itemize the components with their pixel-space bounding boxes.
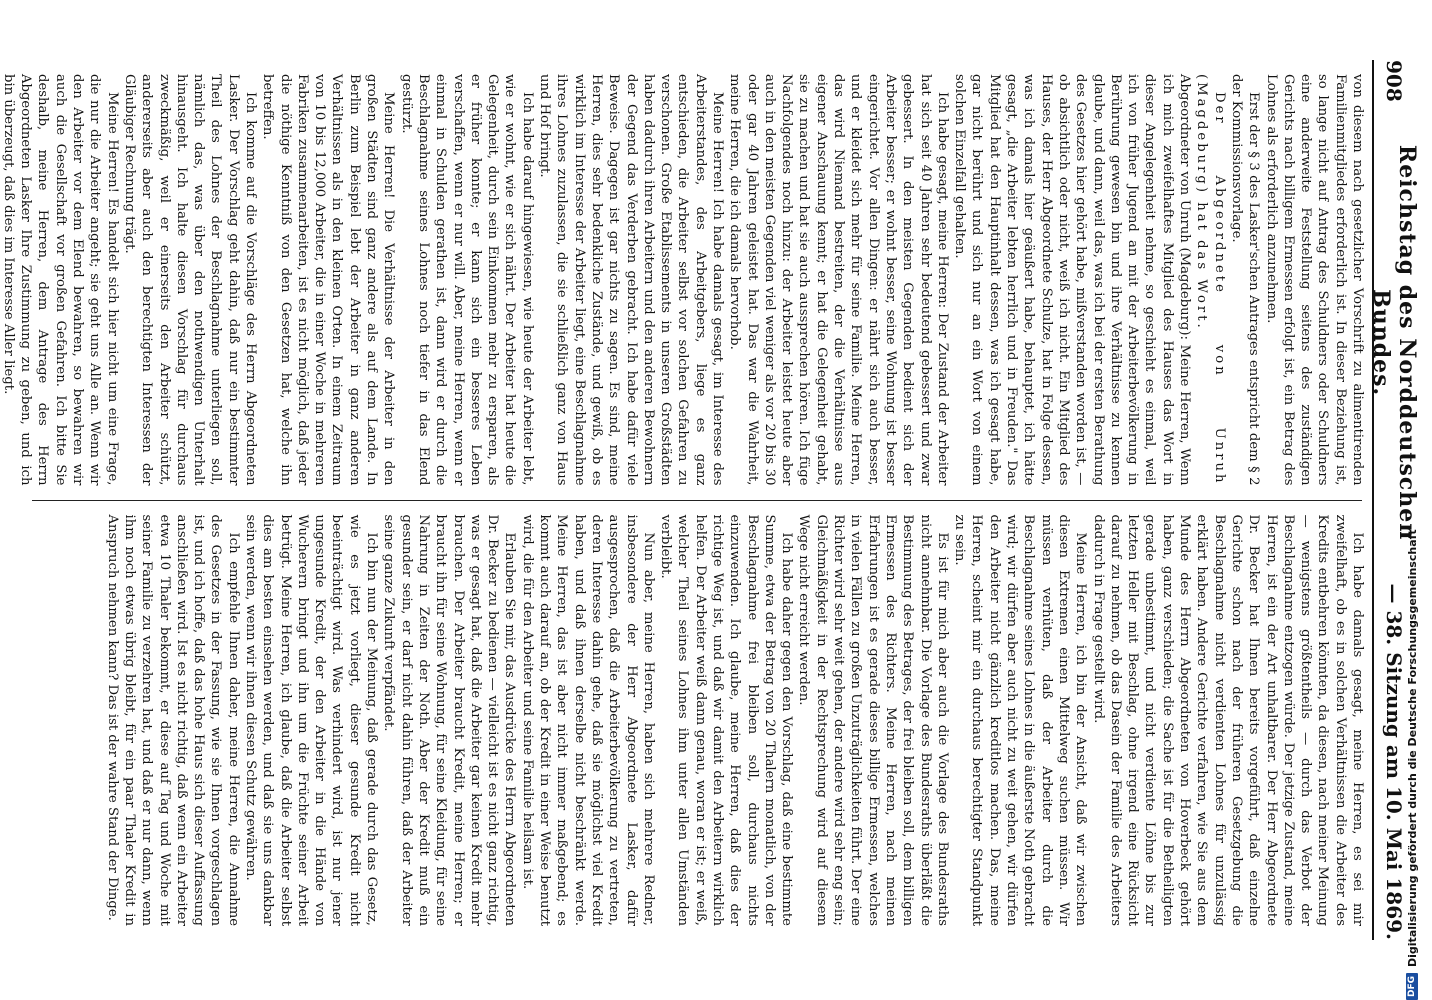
paragraph: Ich komme auf die Vorschläge des Herrn Abgeordneten Lasker. Der Vorschlag geht dahin, daß nur ein bestimmter Theil des Lohnes der Beschlagnahme unterliegen soll, nämlich das, was über den nothwendigen Unterhalt hinausgeht. Ich halte diesen Vorschlag für durchaus zweckmäßig, weil er einerseits den Arbeiter schützt, andererseits aber auch den berechtigten Interessen der Gläubiger Rechnung trägt. — [121, 74, 258, 486]
paragraph: Es ist für mich aber auch die Vorlage des Bundesraths nicht annehmbar. Die Vorlage des Bundesraths überläßt die Bestimmung des Betrages, der frei bleiben soll, dem billigen Ermessen des Richters. Meine Herren, nach meinen Erfahrungen ist es gerade dieses billige Ermessen, welches in vielen Fällen zu großen Unzuträglichkeiten führt. Der eine Richter wird sehr weit gehen, der andere wird sehr eng sein; Gleichmäßigkeit in der Rechtsprechung wird auf diesem Wege nicht erreicht werden. — [796, 514, 950, 926]
session-info: — 38. Sitzung am 10. Mai 1869. — [1382, 583, 1406, 940]
paragraph: Ich habe darauf hingewiesen, wie heute der Arbeiter lebt, wie er wohnt, wie er sich nährt. Der Arbeiter hat heute die Gelegenheit, durch sein Einkommen mehr zu ersparen, als er früher konnte; er kann sich ein besseres Leben verschaffen, wenn er nur will. Aber, meine Herren, wenn er einmal in Schulden gerathen ist, dann wird er durch die Beschlagnahme seines Lohnes noch tiefer in das Elend gestürzt. — [398, 74, 535, 486]
paragraph: Nun aber, meine Herren, haben sich mehrere Redner, insbesondere der Herr Abgeordnete Lasker, dafür ausgesprochen, daß die Arbeiterbevölkerung zu vertreten, deren Interesse dahin gehe, daß sie möglichst viel Kredit haben, und daß ihnen derselbe nicht beschränkt werde. Meine Herren, das ist aber nicht immer maßgebend; es kommt auch darauf an, ob der Kredit in einer Weise benutzt wird, die für den Arbeiter und seine Familie heilsam ist. — [519, 514, 656, 926]
paragraph: Ich habe daher gegen den Vorschlag, daß eine bestimmte Summe, etwa der Betrag von 20 Thalern monatlich, von der Beschlagnahme frei bleiben soll, durchaus nichts einzuwenden. Ich glaube, meine Herren, daß dies der richtige Weg ist, und daß wir damit den Arbeitern wirklich helfen. Der Arbeiter weiß dann genau, woran er ist; er weiß, welcher Theil seines Lohnes ihm unter allen Umständen verbleibt. — [658, 514, 795, 926]
paragraph: Meine Herren! Es handelt sich hier nicht um eine Frage, die nur die Arbeiter angeht; sie geht uns Alle an. Wenn wir den Arbeiter vor dem Elend bewahren, so bewahren wir auch die Gesellschaft vor großen Gefahren. Ich bitte Sie deshalb, meine Herren, dem Antrage des Herrn Abgeordneten Lasker Ihre Zustimmung zu geben, und ich bin überzeugt, daß dies im Interesse Aller liegt. — [0, 74, 120, 486]
dfg-logo-icon: DFG — [1406, 973, 1418, 1000]
paragraph: Meine Herren! Ich habe damals gesagt, im Interesse des Arbeiterstandes, des Arbeitgebers, liege es ganz entschieden, die Arbeiter selbst vor solchen Gefahren zu verschonen. Große Etablissements in unseren Großstädten haben dadurch ihren Arbeitern und den anderen Bewohnern der Gegend das Verderben gebracht. Ich habe dafür viele Beweise. Dagegen ist gar nichts zu sagen. Es sind, meine Herren, dies sehr bedenkliche Zustände, und gewiß, ob es wirklich im Interesse der Arbeiter liegt, eine Beschlagnahme ihres Lohnes zuzulassen, die sie schließlich ganz von Haus und Hof bringt. — [537, 74, 726, 486]
paragraph: Erlauben Sie mir, das Ausdrücke des Herrn Abgeordneten Dr. Becker zu bedienen — vielleicht ist es nicht ganz richtig, was er gesagt hat, daß die Arbeiter gar keinen Kredit mehr brauchen. Der Arbeiter braucht Kredit, meine Herren; er braucht ihn für seine Wohnung, für seine Kleidung, für seine Nahrung in Zeiten der Noth. Aber der Kredit muß ein gesunder sein, er darf nicht dahin führen, daß der Arbeiter seine ganze Zukunft verpfändet. — [381, 514, 518, 926]
paragraph: Ich habe gesagt, meine Herren: Der Zustand der Arbeiter hat sich seit 40 Jahren sehr bedeutend gebessert und zwar gebessert. In den meisten Gegenden bedient sich der Arbeiter besser; er wohnt besser, seine Wohnung ist besser eingerichtet. Vor allen Dingen: er nährt sich auch besser, und er kleidet sich mehr für seine Familie. Meine Herren, das wird Niemand bestreiten, der die Verhältnisse aus eigener Anschauung kennt; er hat die Gelegenheit gehabt, sie zu machen und hat sie auch aussprechen hören. Ich füge Nachfolgendes noch hinzu: der Arbeiter leistet heute aber auch in den meisten Gegenden viel weniger als vor 20 bis 30 oder gar 40 Jahren geleistet hat. Das war die Wahrheit, meine Herren, die ich damals hervorhob. — [727, 74, 950, 486]
paragraph: von diesem nach gesetzlicher Vorschrift zu alimentirenden Familienmitgliedes erforderlich ist. In dieser Beziehung ist, so lange nicht auf Antrag des Schuldners oder Schuldners eine anderweite Feststellung seitens des zuständigen Gerichts nach billigem Ermessen erfolgt ist, ein Betrag des Lohnes als erforderlich anzunehmen. — [1263, 74, 1365, 486]
paragraph: Ich bin nun der Meinung, daß gerade durch das Gesetz, wie es jetzt vorliegt, dieser gesunde Kredit nicht beeinträchtigt wird. Was verhindert wird, ist nur jener ungesunde Kredit, der den Arbeiter in die Hände von Wucherern bringt und ihn um die Früchte seiner Arbeit betrügt. Meine Herren, ich glaube, daß die Arbeiter selbst dies am besten einsehen werden, und daß sie uns dankbar sein werden, wenn wir ihnen diesen Schutz gewähren. — [243, 514, 380, 926]
text-columns — [0, 60, 1366, 940]
paragraph: Der Abgeordnete von Unruh (Magdeburg) hat das Wort. — [1194, 74, 1227, 486]
paragraph: Ich habe damals gesagt, meine Herren, es sei mir zweifelhaft, ob es in solchen Verhältnissen die Arbeiter des Kredits entbehren könnten, da diesen, nach meiner Meinung — wenigstens größtentheils — durch das Verbot der Beschlagnahme entzogen würde. Der jetzige Zustand, meine Herren, ist ein der Art unhaltbarer. Der Herr Abgeordnete Dr. Becker hat Ihnen bereits vorgeführt, daß einzelne Gerichte schon nach der früheren Gesetzgebung die Beschlagnahme nicht verdienten Lohnes für unzulässig erklärt haben. Andere Gerichte verfahren, wie Sie aus dem Munde des Herrn Abgeordneten von Hoverbeck gehört haben, ganz verschieden; die Sache ist für die Betheiligten gerade unbestimmt, und nicht verdiente Löhne bis zur letzten Heller mit Beschlag, ohne irgend eine Rücksicht darauf zu nehmen, ob das Dasein der Familie des Arbeiters dadurch in Frage gestellt wird. — [1090, 514, 1365, 926]
right-column — [28, 501, 1366, 941]
digitization-credit — [1400, 529, 1424, 1000]
paragraph: Ich empfehle Ihnen daher, meine Herren, die Annahme des Gesetzes in der Fassung, wie sie Ihnen vorgeschlagen ist, und ich hoffe, daß das hohe Haus sich dieser Auffassung anschließen wird. Ist es nicht richtig, daß wenn ein Arbeiter etwa 10 Thaler bekommt, er diese auf Tag und Woche mit seiner Familie zu verzehren hat, und daß er nur dann, wenn ihm noch etwas übrig bleibt, für ein paar Thaler Kredit in Anspruch nehmen kann? Das ist der wahre Stand der Dinge. — [104, 514, 241, 926]
page-number: 908 — [1382, 60, 1406, 102]
credit-text: Digitalisierung gefördert durch die Deutsche Forschungsgemeinschaft — [1405, 529, 1419, 967]
left-column — [0, 60, 1366, 500]
paragraph: Abgeordneter von Unruh (Magdeburg): Meine Herren, Wenn ich mich zweifelhaftes Mitglied des Hauses das Wort in dieser Angelegenheit nehme, so geschieht es einmal, weil ich von früher Jugend an mit der Arbeiterbevölkerung in Berührung gewesen bin und ihre Verhältnisse zu kennen glaube, und dann, weil das, was ich bei der ersten Berathung des Gesetzes hier gehört habe, mißverstanden worden ist, — ob absichtlich oder nicht, weiß ich nicht. Ein Mitglied des Hauses, der Herr Abgeordnete Schulze, hat in Folge dessen, was ich damals hier geäußert habe, behauptet, ich hätte gesagt, „die Arbeiter lebten herrlich und in Freuden." Das Mitglied hat den Hauptinhalt dessen, was ich gesagt habe, gar nicht berührt und sich nur an ein Wort von einem solchen Einzelfall gehalten. — [952, 74, 1193, 486]
paragraph: Erst der § 3 des Lasker'schen Antrages entspricht dem § 2 der Kommissionsvorlage. — [1228, 74, 1262, 486]
paragraph: Meine Herren! Die Verhältnisse der Arbeiter in den großen Städten sind ganz andere als auf dem Lande. In Berlin zum Beispiel lebt der Arbeiter in ganz anderen Verhältnissen als in den kleinen Orten. In einem Zeitraum von 10 bis 12,000 Arbeiter, die in einer Woche in mehreren Fabriken zusammenarbeiten, ist es nicht möglich, daß jeder die nöthige Kenntniß von den Gesetzen hat, welche ihn betreffen. — [260, 74, 397, 486]
publication-title: Reichstag des Norddeutschen Bundes. — [1368, 144, 1420, 541]
paragraph: Meine Herren, ich bin der Ansicht, daß wir zwischen diesen Extremen einen Mittelweg suchen müssen. Wir müssen verhüten, daß der Arbeiter durch die Beschlagnahme seines Lohnes in die äußerste Noth gebracht wird; wir dürfen aber auch nicht zu weit gehen, wir dürfen den Arbeiter nicht gänzlich kreditlos machen. Das, meine Herren, scheint mir ein durchaus berechtigter Standpunkt zu sein. — [952, 514, 1089, 926]
